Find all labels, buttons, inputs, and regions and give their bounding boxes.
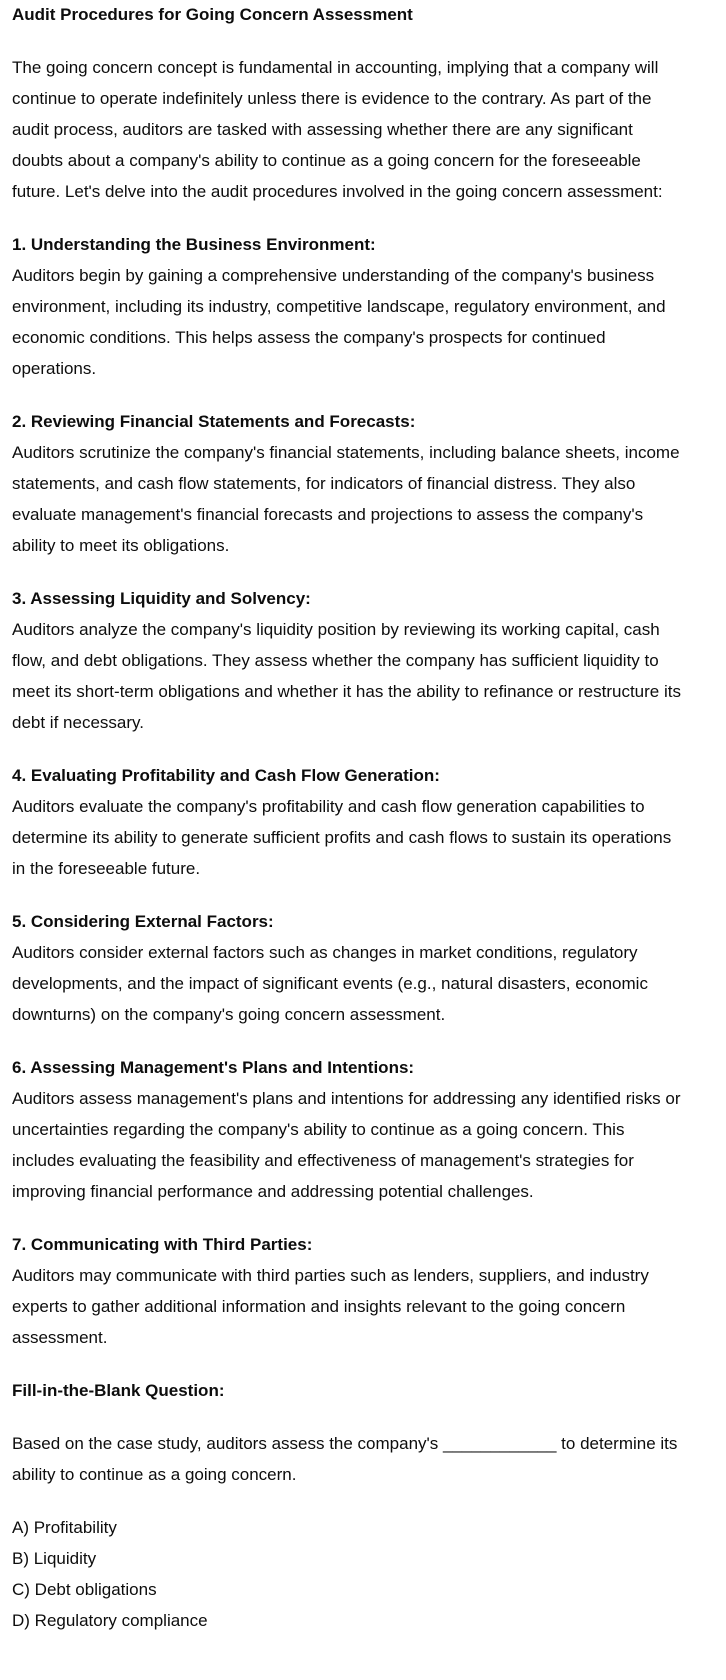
section-body: Auditors may communicate with third parties such as lenders, suppliers, and industry experts to gather additional information and insights relevant to the going concern assessment.: [12, 1266, 649, 1347]
section-body: Auditors consider external factors such as changes in market conditions, regulatory developments, and the impact of significant events (e.g., natural disasters, economic downturns) on the company's going concern assessment.: [12, 943, 648, 1024]
section-liquidity-solvency: [12, 583, 682, 738]
section-heading: 1. Understanding the Business Environment:: [12, 235, 376, 254]
section-body: Auditors scrutinize the company's financial statements, including balance sheets, income statements, and cash flow statements, for indicators of financial distress. They also evaluate management's financial forecasts and projections to assess the company's ability to meet its obligations.: [12, 443, 680, 555]
section-business-environment: [12, 229, 682, 384]
answer-option-a: A) Profitability: [12, 1518, 117, 1537]
section-body: Auditors begin by gaining a comprehensive understanding of the company's business environment, including its industry, competitive landscape, regulatory environment, and economic conditions. This helps assess the company's prospects for continued operations.: [12, 266, 666, 378]
section-body: Auditors analyze the company's liquidity position by reviewing its working capital, cash flow, and debt obligations. They assess whether the company has sufficient liquidity to meet its short-term obligations and whether it has the ability to refinance or restructure its debt if necessary.: [12, 620, 681, 732]
document: [0, 2, 694, 1636]
section-heading: 7. Communicating with Third Parties:: [12, 1235, 313, 1254]
answer-options: [12, 1512, 682, 1636]
section-body: Auditors assess management's plans and intentions for addressing any identified risks or uncertainties regarding the company's ability to continue as a going concern. This includes evaluating the feasibility and effectiveness of management's strategies for improving financial performance and addressing potential challenges.: [12, 1089, 681, 1201]
section-profitability: [12, 760, 682, 884]
section-heading: 4. Evaluating Profitability and Cash Flow Generation:: [12, 766, 440, 785]
section-external-factors: [12, 906, 682, 1030]
section-heading: 5. Considering External Factors:: [12, 912, 274, 931]
document-title: Audit Procedures for Going Concern Assessment: [12, 5, 413, 24]
section-third-parties: [12, 1229, 682, 1353]
section-body: Auditors evaluate the company's profitability and cash flow generation capabilities to determine its ability to generate sufficient profits and cash flows to sustain its operations in the foreseeable future.: [12, 797, 672, 878]
section-financial-statements: [12, 406, 682, 561]
section-heading: 6. Assessing Management's Plans and Intentions:: [12, 1058, 415, 1077]
answer-option-b: B) Liquidity: [12, 1549, 97, 1568]
section-heading: 3. Assessing Liquidity and Solvency:: [12, 589, 311, 608]
intro-paragraph: The going concern concept is fundamental in accounting, implying that a company will continue to operate indefinitely unless there is evidence to the contrary. As part of the audit process, auditors are tasked with assessing whether there are any significant doubts about a company's ability to continue as a going concern for the foreseeable future. Let's delve into the audit procedures involved in the going concern assessment:: [12, 58, 663, 201]
fill-in-blank-heading: Fill-in-the-Blank Question:: [12, 1381, 225, 1400]
answer-option-d: D) Regulatory compliance: [12, 1611, 208, 1630]
fill-in-blank-question: Based on the case study, auditors assess the company's ____________ to determine its ability to continue as a going concern.: [12, 1434, 678, 1484]
section-management-plans: [12, 1052, 682, 1207]
section-heading: 2. Reviewing Financial Statements and Forecasts:: [12, 412, 416, 431]
answer-option-c: C) Debt obligations: [12, 1580, 157, 1599]
